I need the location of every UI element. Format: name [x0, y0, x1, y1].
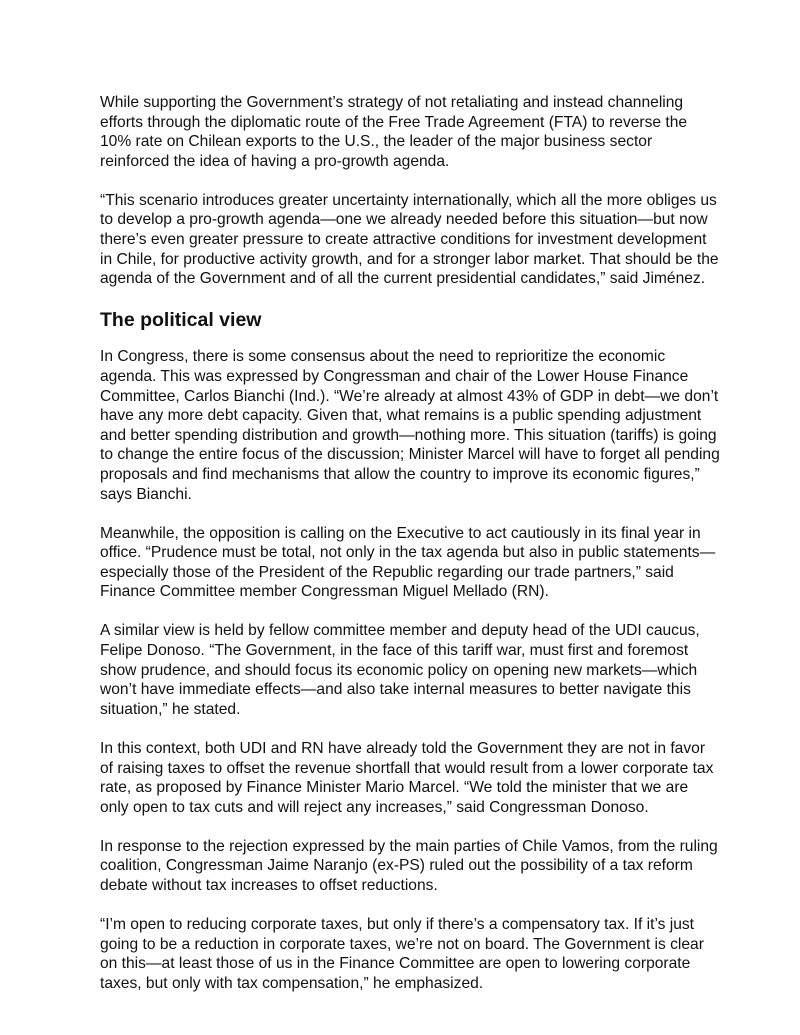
paragraph-business-agenda: While supporting the Government’s strategy of not retaliating and instead channeling efforts through the diplomatic route of the Free Trade Agreement (FTA) to reverse the 10% rate on Chilean exports to the U.S., the leader of the major business sector reinforced the idea of having a pro-growth agenda. [100, 94, 688, 170]
document-page [100, 93, 720, 1013]
paragraph-naranjo-response: In response to the rejection expressed by the main parties of Chile Vamos, from the ruling coalition, Congressman Jaime Naranjo (ex-PS) ruled out the possibility of a tax reform debate without tax increases to offset reductions. [100, 837, 718, 894]
paragraph-opposition-mellado: Meanwhile, the opposition is calling on the Executive to act cautiously in its final year in office. “Prudence must be total, not only in the tax agenda but also in public statements—especially those of the President of the Republic regarding our trade partners,” said Finance Committee member Congressman Miguel Mellado (RN). [100, 524, 716, 601]
paragraph-donoso-view: A similar view is held by fellow committee member and deputy head of the UDI caucus, Felipe Donoso. “The Government, in the face of this tariff war, must first and foremost show prudence, and should focus its economic policy on opening new markets—which won’t have immediate effects—and also take internal measures to better navigate this situation,” he stated. [100, 622, 700, 718]
paragraph-congress-bianchi: In Congress, there is some consensus about the need to reprioritize the economic agenda. This was expressed by Congressman and chair of the Lower House Finance Committee, Carlos Bianchi (Ind.). “We’re already at almost 43% of GDP in debt—we don’t have any more debt capacity. Given that, what remains is a public spending adjustment and better spending distribution and growth—nothing more. This situation (tariffs) is going to change the entire focus of the discussion; Minister Marcel will have to forget all pending proposals and find mechanisms that allow the country to improve its economic figures,” says Bianchi. [100, 348, 720, 503]
paragraph-naranjo-quote: “I’m open to reducing corporate taxes, but only if there’s a compensatory tax. If it’s just going to be a reduction in corporate taxes, we’re not on board. The Government is clear on this—at least those of us in the Finance Committee are open to lowering corporate taxes, but only with tax compensation,” he emphasized. [100, 916, 704, 992]
paragraph-jimenez-quote: “This scenario introduces greater uncertainty internationally, which all the more obliges us to develop a pro-growth agenda—one we already needed before this situation—but now there’s even greater pressure to create attractive conditions for investment development in Chile, for productive activity growth, and for a stronger labor market. That should be the agenda of the Government and of all the current presidential candidates,” said Jiménez. [100, 191, 719, 288]
paragraph-udi-rn-taxes: In this context, both UDI and RN have already told the Government they are not in favor of raising taxes to offset the revenue shortfall that would result from a lower corporate tax rate, as proposed by Finance Minister Mario Marcel. “We told the minister that we are only open to tax cuts and will reject any increases,” said Congressman Donoso. [100, 739, 714, 816]
section-heading: The political view [100, 309, 262, 332]
